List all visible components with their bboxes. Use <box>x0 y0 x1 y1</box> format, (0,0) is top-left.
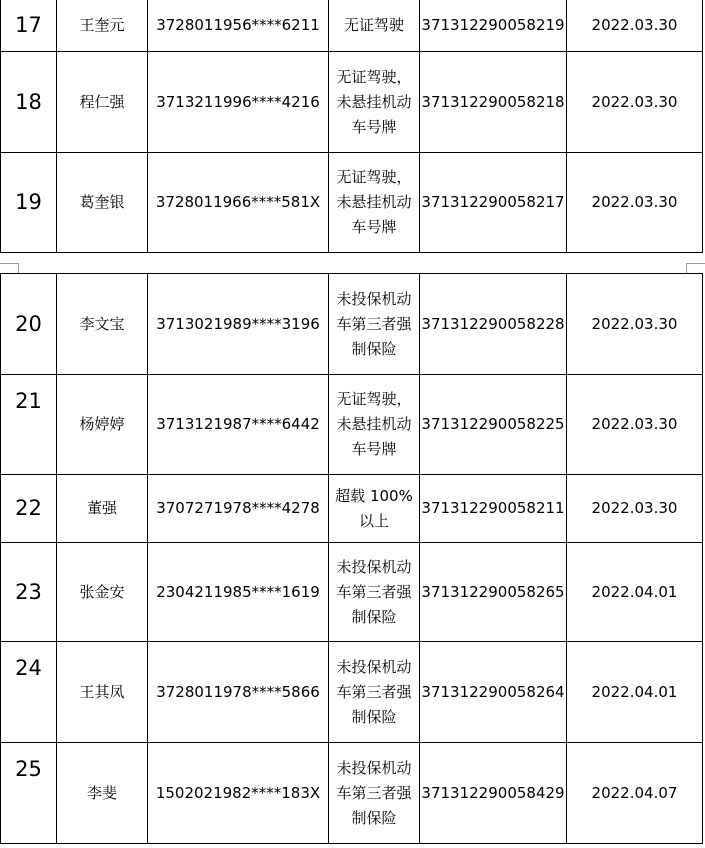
decision-date: 2022.03.30 <box>567 0 703 52</box>
decision-date: 2022.03.30 <box>567 52 703 153</box>
person-name: 李斐 <box>57 743 148 844</box>
violation-type: 未投保机动车第三者强制保险 <box>329 274 420 375</box>
table-row <box>1 153 703 253</box>
row-number: 17 <box>1 0 57 52</box>
person-name: 董强 <box>57 475 148 543</box>
person-name: 张金安 <box>57 543 148 642</box>
id-number: 3728011956****6211 <box>148 0 329 52</box>
person-name: 葛奎银 <box>57 153 148 253</box>
id-number: 3728011966****581X <box>148 153 329 253</box>
violation-type: 无证驾驶，未悬挂机动车号牌 <box>329 52 420 153</box>
row-number: 23 <box>1 543 57 642</box>
decision-date: 2022.03.30 <box>567 153 703 253</box>
table-row <box>1 543 703 642</box>
id-number: 3707271978****4278 <box>148 475 329 543</box>
person-name: 程仁强 <box>57 52 148 153</box>
person-name: 李文宝 <box>57 274 148 375</box>
document-number: 371312290058228 <box>420 274 567 375</box>
document-number: 371312290058265 <box>420 543 567 642</box>
decision-date: 2022.03.30 <box>567 475 703 543</box>
decision-date: 2022.04.01 <box>567 642 703 743</box>
document-number: 371312290058218 <box>420 52 567 153</box>
id-number: 2304211985****1619 <box>148 543 329 642</box>
violation-type: 无证驾驶 <box>329 0 420 52</box>
decision-date: 2022.04.07 <box>567 743 703 844</box>
document-number: 371312290058217 <box>420 153 567 253</box>
id-number: 3713021989****3196 <box>148 274 329 375</box>
row-number: 18 <box>1 52 57 153</box>
table-row <box>1 375 703 475</box>
id-number: 1502021982****183X <box>148 743 329 844</box>
table-row <box>1 274 703 375</box>
violation-type: 未投保机动车第三者强制保险 <box>329 543 420 642</box>
document-number: 371312290058225 <box>420 375 567 475</box>
page-break-gap <box>0 254 705 274</box>
person-name: 王其凤 <box>57 642 148 743</box>
document-number: 371312290058429 <box>420 743 567 844</box>
document-number: 371312290058211 <box>420 475 567 543</box>
person-name: 王奎元 <box>57 0 148 52</box>
document-number: 371312290058264 <box>420 642 567 743</box>
table-row <box>1 52 703 153</box>
records-table-top <box>0 0 703 253</box>
document-number: 371312290058219 <box>420 0 567 52</box>
violation-type: 超载 100%以上 <box>329 475 420 543</box>
person-name: 杨婷婷 <box>57 375 148 475</box>
violation-type: 未投保机动车第三者强制保险 <box>329 642 420 743</box>
table-row <box>1 0 703 52</box>
table-row <box>1 642 703 743</box>
violation-type: 无证驾驶，未悬挂机动车号牌 <box>329 375 420 475</box>
decision-date: 2022.04.01 <box>567 543 703 642</box>
violation-type: 无证驾驶，未悬挂机动车号牌 <box>329 153 420 253</box>
row-number: 25 <box>1 743 57 844</box>
row-number: 21 <box>1 375 57 475</box>
row-number: 20 <box>1 274 57 375</box>
violation-type: 未投保机动车第三者强制保险 <box>329 743 420 844</box>
decision-date: 2022.03.30 <box>567 274 703 375</box>
records-table-bottom <box>0 273 703 844</box>
row-number: 22 <box>1 475 57 543</box>
id-number: 3713121987****6442 <box>148 375 329 475</box>
decision-date: 2022.03.30 <box>567 375 703 475</box>
id-number: 3728011978****5866 <box>148 642 329 743</box>
table-row <box>1 475 703 543</box>
row-number: 19 <box>1 153 57 253</box>
row-number: 24 <box>1 642 57 743</box>
id-number: 3713211996****4216 <box>148 52 329 153</box>
table-row <box>1 743 703 844</box>
